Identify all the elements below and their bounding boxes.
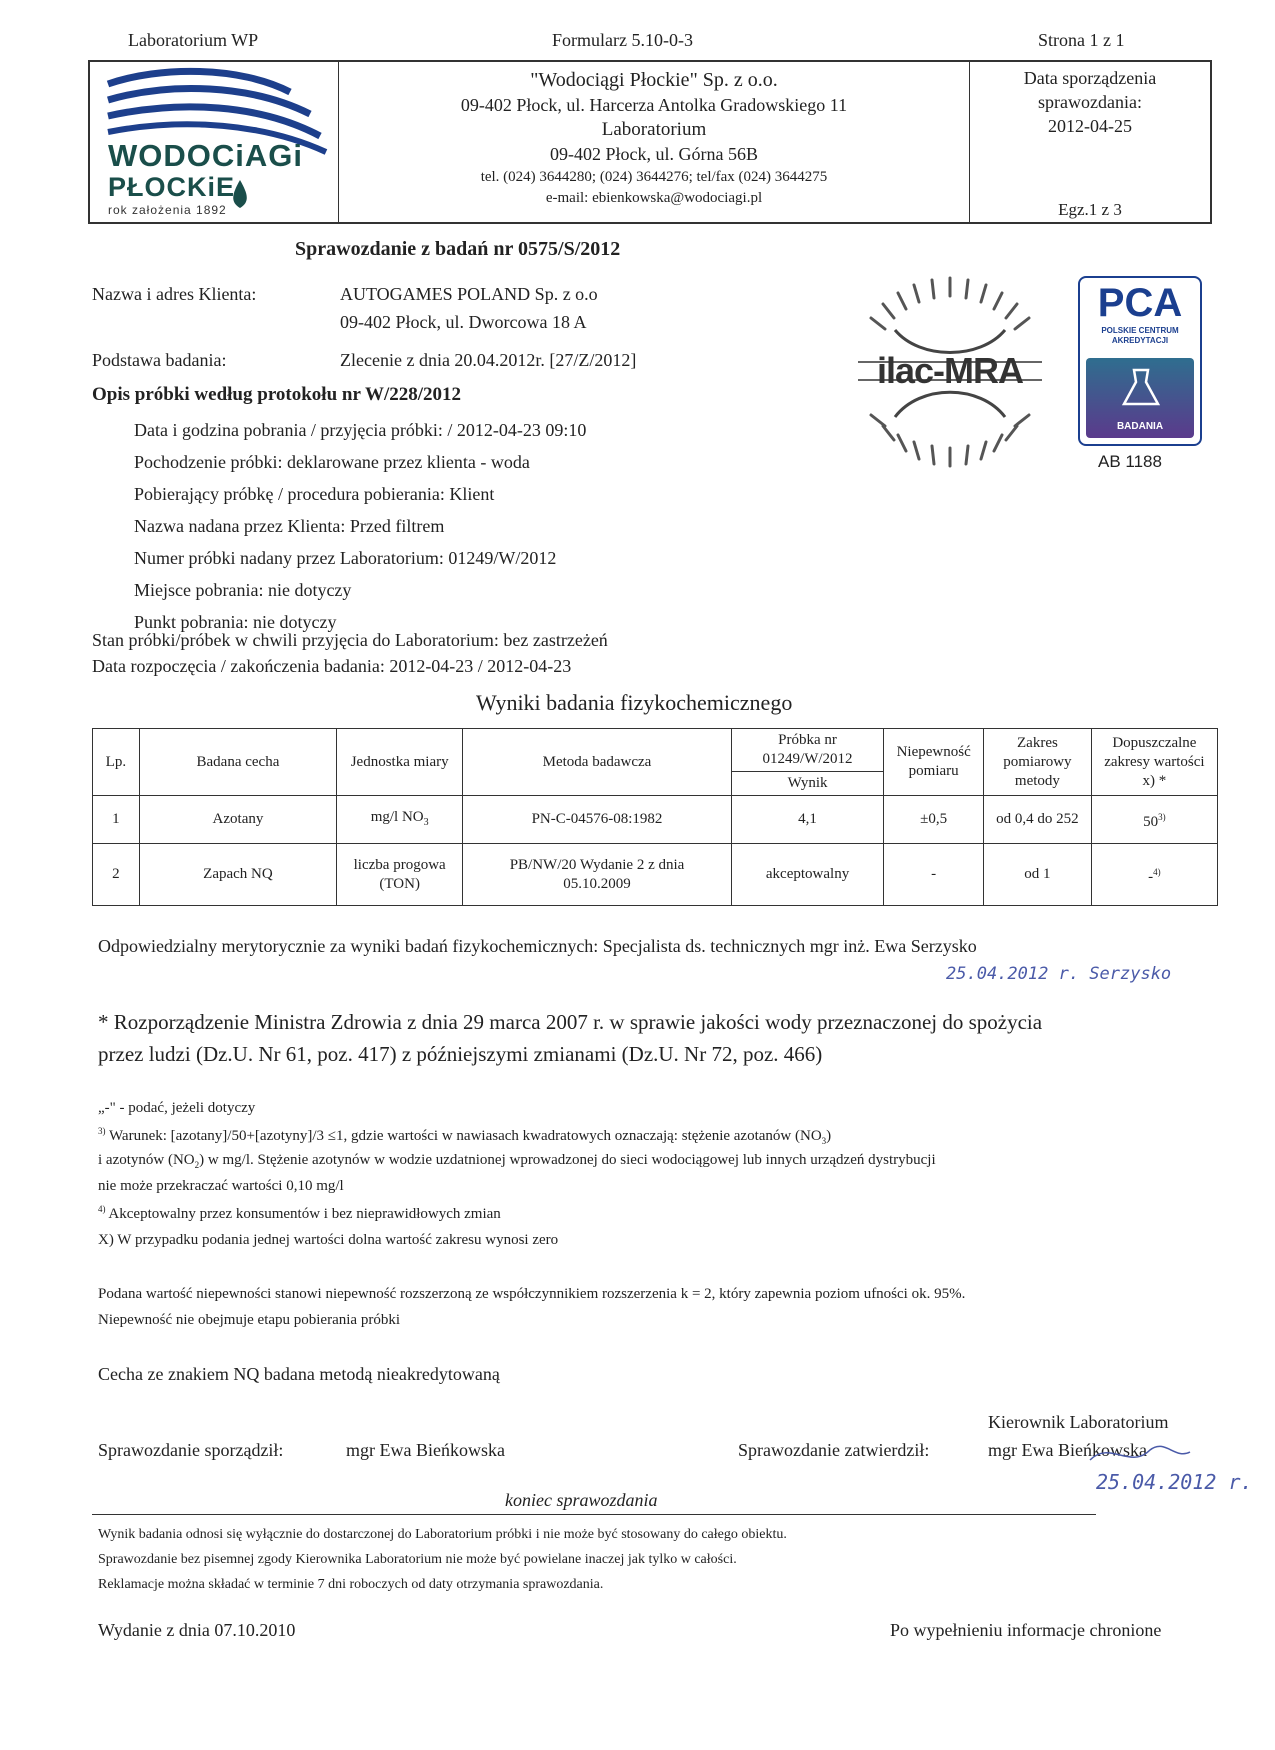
header-sample bbox=[731, 729, 884, 772]
results-title: Wyniki badania fizykochemicznego bbox=[476, 690, 793, 715]
email: e-mail: ebienkowska@wodociagi.pl bbox=[545, 190, 763, 206]
approved-label: Sprawozdanie zatwierdził: bbox=[738, 1440, 930, 1460]
header-range-1: Zakres bbox=[1017, 734, 1058, 751]
header-sample-2: 01249/W/2012 bbox=[762, 751, 853, 767]
row-uncertainty: - bbox=[884, 844, 984, 906]
sample-line: Nazwa nadana przez Klienta: Przed filtrem bbox=[134, 516, 445, 536]
pca-sub-2: AKREDYTACJI bbox=[1111, 336, 1169, 345]
note-3-line-1 bbox=[98, 1126, 831, 1146]
client-address: 09-402 Płock, ul. Dworcowa 18 A bbox=[340, 312, 587, 332]
handwritten-date-signature: 25.04.2012 r. Serzysko bbox=[946, 964, 1172, 984]
regulation-line-1: * Rozporządzenie Ministra Zdrowia z dnia 29 marca 2007 r. w sprawie jakości wody przeznaczonej do spożycia bbox=[98, 1010, 1043, 1034]
protected-info: Po wypełnieniu informacje chronione bbox=[890, 1620, 1162, 1640]
row-allowed-footnote: 4) bbox=[1153, 866, 1161, 877]
footer-note: Reklamacje można składać w terminie 7 dni roboczych od daty otrzymania sprawozdania. bbox=[98, 1577, 604, 1592]
sample-heading: Opis próbki według protokołu nr W/228/2012 bbox=[92, 384, 462, 405]
uncertainty-note-1: Podana wartość niepewności stanowi niepewność rozszerzoną ze współczynnikiem rozszerzenia k = 2, który zapewnia poziom ufności ok. 95%. bbox=[98, 1286, 966, 1302]
header-range-3: metody bbox=[1014, 772, 1060, 789]
header-range bbox=[984, 729, 1092, 796]
form-number: Formularz 5.10-0-3 bbox=[552, 30, 693, 50]
header-box bbox=[88, 60, 1212, 224]
nq-note: Cecha ze znakiem NQ badana metodą nieakredytowaną bbox=[98, 1364, 500, 1384]
note-3-line-2 bbox=[98, 1152, 936, 1170]
logo-line-1: WODOCiAGi bbox=[108, 138, 303, 173]
sample-line: Data i godzina pobrania / przyjęcia próbki: / 2012-04-23 09:10 bbox=[134, 420, 587, 440]
sample-line: Pochodzenie próbki: deklarowane przez klienta - woda bbox=[134, 452, 530, 472]
row-unit-sub: 3 bbox=[423, 816, 429, 828]
sample-lines bbox=[134, 414, 586, 638]
row-allowed-value: - bbox=[1148, 868, 1154, 885]
header-allowed-2: zakresy wartości bbox=[1104, 753, 1205, 770]
header-allowed-1: Dopuszczalne bbox=[1112, 734, 1197, 751]
basis-label: Podstawa badania: bbox=[92, 350, 227, 370]
header-uncertainty bbox=[884, 729, 984, 796]
row-method-1: PB/NW/20 Wydanie 2 z dnia bbox=[509, 856, 685, 873]
row-unit-text: liczba progowa bbox=[353, 856, 446, 873]
row-feature: Azotany bbox=[139, 796, 336, 844]
note-3-line-3: nie może przekraczać wartości 0,10 mg/l bbox=[98, 1178, 344, 1194]
pca-number: AB 1188 bbox=[1098, 452, 1162, 471]
header-sample-1: Próbka nr bbox=[778, 732, 837, 748]
responsible-person: Odpowiedzialny merytorycznie za wyniki badań fizykochemicznych: Specjalista ds. technicznych mgr inż. Ewa Serzysko bbox=[98, 936, 977, 956]
note-4-text: Akceptowalny przez konsumentów i bez nieprawidłowych zmian bbox=[105, 1206, 501, 1222]
header-allowed bbox=[1091, 729, 1217, 796]
end-of-report: koniec sprawozdania bbox=[505, 1490, 658, 1510]
logo-tagline: rok założenia 1892 bbox=[108, 203, 227, 217]
header-range-2: pomiarowy bbox=[1003, 753, 1072, 770]
row-result: akceptowalny bbox=[731, 844, 884, 906]
sample-state: Stan próbki/próbek w chwili przyjęcia do Laboratorium: bez zastrzeżeń bbox=[92, 630, 608, 650]
table-row bbox=[93, 796, 1218, 844]
report-title: Sprawozdanie z badań nr 0575/S/2012 bbox=[295, 238, 621, 260]
date-label-1: Data sporządzenia bbox=[1023, 68, 1157, 88]
lab-label: Laboratorium WP bbox=[128, 30, 259, 50]
note-3-end-a: ) bbox=[826, 1128, 832, 1144]
note-4 bbox=[98, 1204, 501, 1223]
logo-line-2: PŁOCKiE bbox=[108, 172, 236, 202]
pca-sub-1: POLSKIE CENTRUM bbox=[1101, 326, 1179, 335]
header-lp: Lp. bbox=[93, 729, 140, 796]
row-feature: Zapach NQ bbox=[139, 844, 336, 906]
note-3-sub-b: 2 bbox=[194, 1160, 200, 1170]
row-unit-text-2: (TON) bbox=[379, 875, 420, 892]
row-range: od 1 bbox=[984, 844, 1092, 906]
footer-note: Wynik badania odnosi się wyłącznie do dostarczonej do Laboratorium próbki i nie może być stosowany do całego obiektu. bbox=[98, 1527, 787, 1542]
uncertainty-note-2: Niepewność nie obejmuje etapu pobierania próbki bbox=[98, 1312, 400, 1328]
footer-note: Sprawozdanie bez pisemnej zgody Kierownika Laboratorium nie może być powielane inaczej jak tylko w całości. bbox=[98, 1552, 737, 1567]
lab-name: Laboratorium bbox=[601, 119, 707, 140]
row-allowed-footnote: 3) bbox=[1158, 811, 1166, 822]
row-allowed bbox=[1091, 796, 1217, 844]
regulation-line-2: przez ludzi (Dz.U. Nr 61, poz. 417) z późniejszymi zmianami (Dz.U. Nr 72, poz. 466) bbox=[98, 1042, 823, 1066]
date-label-2: sprawozdania: bbox=[1038, 92, 1142, 112]
row-lp: 1 bbox=[93, 796, 140, 844]
ilac-mra-text: ilac-MRA bbox=[876, 350, 1024, 391]
header-feature: Badana cecha bbox=[139, 729, 336, 796]
row-allowed-value: 50 bbox=[1143, 813, 1159, 830]
header-method: Metoda badawcza bbox=[463, 729, 732, 796]
logo-cell bbox=[90, 62, 339, 222]
header-result: Wynik bbox=[731, 772, 884, 796]
lab-address: 09-402 Płock, ul. Górna 56B bbox=[550, 144, 758, 164]
phones: tel. (024) 3644280; (024) 3644276; tel/fax (024) 3644275 bbox=[480, 169, 828, 185]
results-table bbox=[92, 728, 1218, 906]
test-dates: Data rozpoczęcia / zakończenia badania: 2012-04-23 / 2012-04-23 bbox=[92, 656, 572, 676]
row-unit bbox=[337, 844, 463, 906]
sample-line: Pobierający próbkę / procedura pobierania: Klient bbox=[134, 484, 495, 504]
edition-date: Wydanie z dnia 07.10.2010 bbox=[98, 1620, 296, 1640]
row-uncertainty: ±0,5 bbox=[884, 796, 984, 844]
report-date: 2012-04-25 bbox=[1048, 116, 1132, 136]
company-address: 09-402 Płock, ul. Harcerza Antolka Gradowskiego 11 bbox=[460, 95, 848, 115]
sample-line: Miejsce pobrania: nie dotyczy bbox=[134, 580, 352, 600]
client-label: Nazwa i adres Klienta: bbox=[92, 284, 257, 304]
date-cell bbox=[969, 62, 1210, 222]
note-3-marker: 3) bbox=[98, 1126, 106, 1136]
copy-number: Egz.1 z 3 bbox=[1058, 200, 1122, 219]
pca-badge-label: BADANIA bbox=[1116, 421, 1164, 432]
prepared-by: mgr Ewa Bieńkowska bbox=[346, 1440, 505, 1460]
end-divider bbox=[92, 1514, 1096, 1515]
note-3-text-b: i azotynów (NO bbox=[98, 1152, 195, 1168]
row-allowed bbox=[1091, 844, 1217, 906]
pca-emblem bbox=[1086, 358, 1194, 438]
table-row bbox=[93, 844, 1218, 906]
sample-line: Punkt pobrania: nie dotyczy bbox=[134, 612, 337, 632]
approved-by: mgr Ewa Bieńkowska bbox=[988, 1440, 1147, 1460]
note-x: X) W przypadku podania jednej wartości dolna wartość zakresu wynosi zero bbox=[98, 1232, 559, 1248]
header-uncert-1: Niepewność bbox=[896, 744, 971, 760]
note-3-end-b: ) w mg/l. Stężenie azotynów w wodzie uzdatnionej wprowadzonej do sieci wodociągowej lub innych urządzeń dystrybucji bbox=[199, 1152, 936, 1168]
ilac-mra-seal bbox=[850, 272, 1050, 472]
footer-notes bbox=[98, 1522, 787, 1597]
approved-role: Kierownik Laboratorium bbox=[988, 1412, 1169, 1432]
note-dash: „-" - podać, jeżeli dotyczy bbox=[98, 1100, 256, 1116]
note-4-marker: 4) bbox=[98, 1204, 106, 1214]
row-range: od 0,4 do 252 bbox=[984, 796, 1092, 844]
basis-value: Zlecenie z dnia 20.04.2012r. [27/Z/2012] bbox=[340, 350, 637, 370]
note-3-text-a: Warunek: [azotany]/50+[azotyny]/3 ≤1, gdzie wartości w nawiasach kwadratowych oznaczają: stężenie azotanów (NO bbox=[105, 1128, 822, 1144]
pca-badge bbox=[1078, 276, 1202, 446]
company-name: "Wodociągi Płockie" Sp. z o.o. bbox=[530, 69, 778, 91]
header-allowed-3: x) * bbox=[1142, 772, 1167, 789]
handwritten-date-2: 25.04.2012 r. bbox=[1096, 1470, 1253, 1494]
sample-line: Numer próbki nadany przez Laboratorium: 01249/W/2012 bbox=[134, 548, 557, 568]
row-method-2: 05.10.2009 bbox=[563, 875, 631, 892]
row-method: PN-C-04576-08:1982 bbox=[463, 796, 732, 844]
row-method bbox=[463, 844, 732, 906]
client-name: AUTOGAMES POLAND Sp. z o.o bbox=[340, 284, 598, 304]
row-unit-text: mg/l NO bbox=[370, 808, 424, 825]
prepared-label: Sprawozdanie sporządził: bbox=[98, 1440, 284, 1460]
flask-icon bbox=[1086, 360, 1196, 416]
row-unit bbox=[337, 796, 463, 844]
page-number: Strona 1 z 1 bbox=[1038, 30, 1125, 50]
header-unit: Jednostka miary bbox=[337, 729, 463, 796]
header-uncert-2: pomiaru bbox=[908, 763, 959, 779]
row-result: 4,1 bbox=[731, 796, 884, 844]
row-lp: 2 bbox=[93, 844, 140, 906]
note-3-sub-a: 3 bbox=[821, 1136, 827, 1146]
company-cell bbox=[338, 62, 970, 222]
pca-title: PCA bbox=[1097, 281, 1183, 325]
